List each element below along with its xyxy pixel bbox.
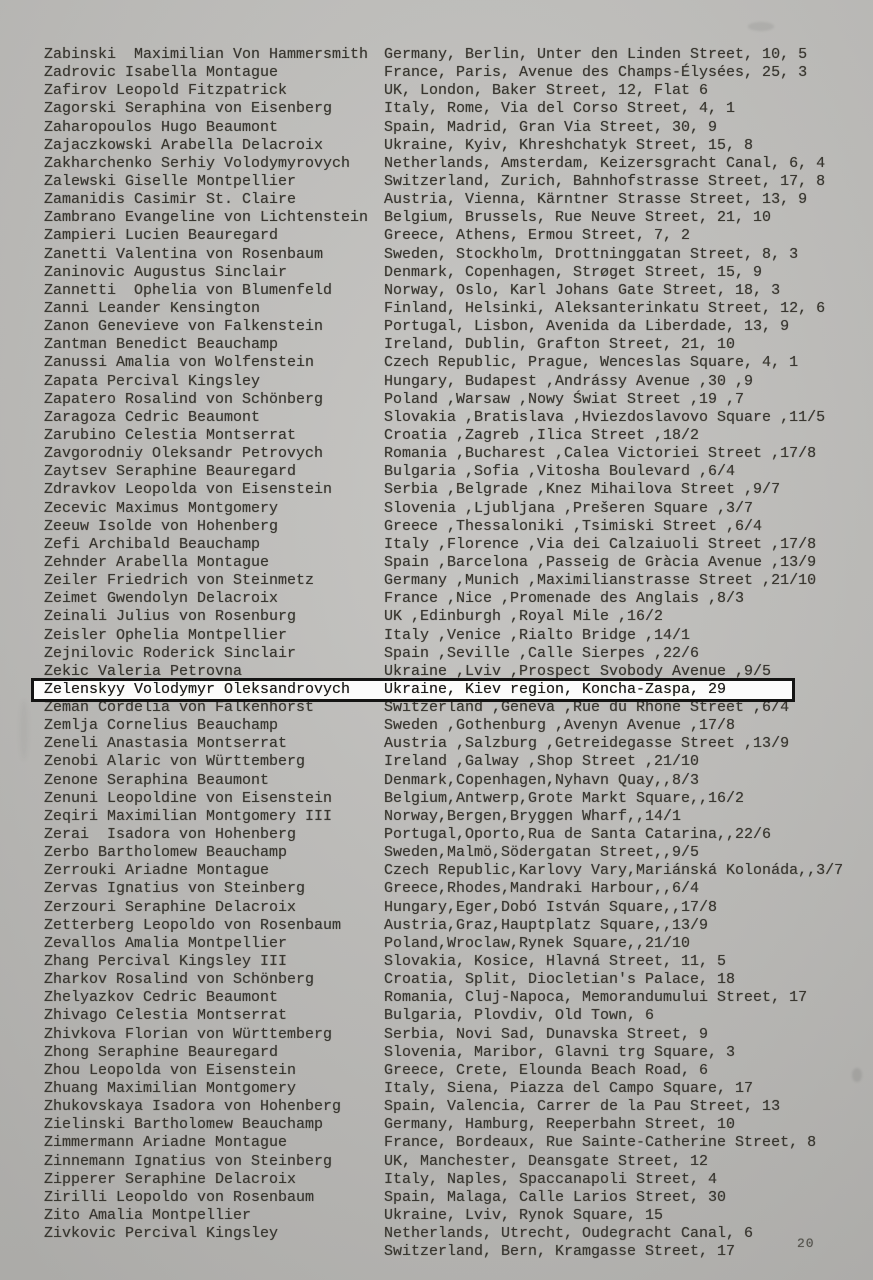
table-row (44, 1243, 843, 1261)
entry-address: Denmark,Copenhagen,Nyhavn Quay,,8/3 (384, 771, 700, 789)
table-row (44, 500, 843, 518)
entry-address: Germany, Berlin, Unter den Linden Street, 10, 5 (384, 46, 808, 63)
entry-name: Zipperer Seraphine Delacroix (44, 1170, 297, 1188)
entry-name: Zecevic Maximus Montgomery (44, 499, 279, 517)
entry-name: Zafirov Leopold Fitzpatrick (44, 82, 288, 100)
entry-name: Zeisler Ophelia Montpellier (44, 626, 288, 644)
entry-name: Zhelyazkov Cedric Beaumont (44, 989, 279, 1007)
entry-address: Serbia, Novi Sad, Dunavska Street, 9 (384, 1025, 709, 1043)
entry-name: Zimmermann Ariadne Montague (44, 1134, 288, 1152)
entry-address: Sweden, Stockholm, Drottninggatan Street, 8, 3 (384, 245, 799, 263)
entry-name: Zanetti Valentina von Rosenbaum (44, 245, 324, 263)
table-row (44, 373, 843, 391)
entry-address: Italy ,Florence ,Via dei Calzaiuoli Street ,17/8 (384, 535, 817, 553)
table-row (44, 246, 843, 264)
entry-name: Zinnemann Ignatius von Steinberg (44, 1152, 333, 1170)
entry-name: Zalewski Giselle Montpellier (44, 172, 297, 190)
entry-address: Italy ,Venice ,Rialto Bridge ,14/1 (384, 626, 691, 644)
table-row (44, 717, 843, 735)
entry-name: Zenobi Alaric von Württemberg (44, 753, 306, 771)
entry-name: Zhukovskaya Isadora von Hohenberg (44, 1098, 342, 1116)
entry-name: Zapatero Rosalind von Schönberg (44, 390, 324, 408)
scan-smudge (852, 1068, 862, 1082)
entry-address: Belgium,Antwerp,Grote Markt Square,,16/2 (384, 789, 745, 807)
table-row (44, 264, 843, 282)
table-row (44, 1007, 843, 1025)
table-row (44, 608, 843, 626)
table-row (44, 808, 843, 826)
table-row (44, 971, 843, 989)
table-row (44, 953, 843, 971)
entry-name: Zetterberg Leopoldo von Rosenbaum (44, 916, 342, 934)
table-row (44, 119, 843, 137)
entry-address: UK, London, Baker Street, 12, Flat 6 (384, 82, 709, 100)
table-row (44, 699, 843, 717)
entry-name: Zadrovic Isabella Montague (44, 64, 279, 82)
entry-address: Bulgaria, Plovdiv, Old Town, 6 (384, 1007, 655, 1025)
table-row (44, 1026, 843, 1044)
entry-name: Zefi Archibald Beauchamp (44, 535, 261, 553)
entry-name: Zielinski Bartholomew Beauchamp (44, 1116, 324, 1134)
table-row (44, 354, 843, 372)
entry-address: Netherlands, Amsterdam, Keizersgracht Canal, 6, 4 (384, 154, 826, 172)
entry-address: Romania, Cluj-Napoca, Memorandumului Street, 17 (384, 989, 808, 1007)
entry-address: Austria,Graz,Hauptplatz Square,,13/9 (384, 916, 709, 934)
entry-address: Austria, Vienna, Kärntner Strasse Street, 13, 9 (384, 191, 808, 209)
entry-address: Hungary,Eger,Dobó István Square,,17/8 (384, 898, 718, 916)
entry-address: Italy, Naples, Spaccanapoli Street, 4 (384, 1170, 718, 1188)
entry-address: Ukraine, Kyiv, Khreshchatyk Street, 15, 8 (384, 136, 754, 154)
entry-name: Zehnder Arabella Montague (44, 553, 270, 571)
entry-name: Zhuang Maximilian Montgomery (44, 1080, 297, 1098)
entry-name: Zerrouki Ariadne Montague (44, 862, 270, 880)
entry-name: Zemlja Cornelius Beauchamp (44, 717, 279, 735)
entry-address: Poland,Wroclaw,Rynek Square,,21/10 (384, 934, 691, 952)
table-row (44, 1189, 843, 1207)
entry-name: Zamanidis Casimir St. Claire (44, 191, 297, 209)
entry-address: Italy, Rome, Via del Corso Street, 4, 1 (384, 100, 736, 118)
table-row (44, 137, 843, 155)
entry-name: Zhong Seraphine Beauregard (44, 1043, 279, 1061)
entry-address: Sweden ,Gothenburg ,Avenyn Avenue ,17/8 (384, 717, 736, 735)
table-row (44, 518, 843, 536)
table-row (44, 209, 843, 227)
entry-name: Zeman Cordelia von Falkenhorst (44, 699, 315, 717)
table-row (44, 391, 843, 409)
table-row (44, 790, 843, 808)
table-row (44, 1134, 843, 1152)
entry-address: Spain ,Barcelona ,Passeig de Gràcia Avenue ,13/9 (384, 553, 817, 571)
entry-name: Zenuni Leopoldine von Eisenstein (44, 789, 333, 807)
table-row (44, 772, 843, 790)
table-row (44, 862, 843, 880)
entry-name: Zeqiri Maximilian Montgomery III (44, 807, 333, 825)
entry-address: Bulgaria ,Sofia ,Vitosha Boulevard ,6/4 (384, 463, 736, 481)
scan-smudge (748, 22, 774, 31)
table-row (44, 735, 843, 753)
entry-address: Serbia ,Belgrade ,Knez Mihailova Street ,9/7 (384, 481, 781, 499)
table-row (44, 463, 843, 481)
entry-name: Zakharchenko Serhiy Volodymyrovych (44, 154, 351, 172)
table-row (44, 1098, 843, 1116)
entry-name: Zaytsev Seraphine Beauregard (44, 463, 297, 481)
entry-name: Zhou Leopolda von Eisenstein (44, 1061, 297, 1079)
table-row (44, 554, 843, 572)
entry-address: Spain ,Seville ,Calle Sierpes ,22/6 (384, 644, 700, 662)
scan-smudge (20, 700, 28, 760)
entry-name: Zanni Leander Kensington (44, 299, 261, 317)
entry-address: Slovakia ,Bratislava ,Hviezdoslavovo Square ,11/5 (384, 408, 826, 426)
entry-address: Poland ,Warsaw ,Nowy Świat Street ,19 ,7 (384, 390, 745, 408)
table-row (44, 645, 843, 663)
entry-name: Zanussi Amalia von Wolfenstein (44, 354, 315, 372)
entry-address: Norway, Oslo, Karl Johans Gate Street, 18, 3 (384, 281, 781, 299)
entry-name: Zagorski Seraphina von Eisenberg (44, 100, 333, 118)
entry-address: Czech Republic, Prague, Wenceslas Square, 4, 1 (384, 354, 799, 372)
table-row (44, 627, 843, 645)
entry-address: Spain, Malaga, Calle Larios Street, 30 (384, 1188, 727, 1206)
entry-address: Portugal, Lisbon, Avenida da Liberdade, 13, 9 (384, 318, 790, 336)
entry-address: Greece, Crete, Elounda Beach Road, 6 (384, 1061, 709, 1079)
entry-address: UK, Manchester, Deansgate Street, 12 (384, 1152, 709, 1170)
table-row (44, 336, 843, 354)
entry-address: Switzerland, Zurich, Bahnhofstrasse Street, 17, 8 (384, 172, 826, 190)
table-row (44, 282, 843, 300)
table-row (44, 100, 843, 118)
entry-name: Zarubino Celestia Montserrat (44, 426, 297, 444)
table-row (44, 427, 843, 445)
table-row (44, 590, 843, 608)
entry-name: Zambrano Evangeline von Lichtenstein (44, 209, 369, 227)
entry-address: Greece,Rhodes,Mandraki Harbour,,6/4 (384, 880, 700, 898)
entry-address: Switzerland, Bern, Kramgasse Street, 17 (384, 1243, 736, 1261)
entry-name: Zaninovic Augustus Sinclair (44, 263, 288, 281)
entry-address: Croatia ,Zagreb ,Ilica Street ,18/2 (384, 426, 700, 444)
table-row (44, 1080, 843, 1098)
entry-name: Zeeuw Isolde von Hohenberg (44, 517, 279, 535)
entry-address: Slovenia ,Ljubljana ,Prešeren Square ,3/7 (384, 499, 754, 517)
table-row (44, 1171, 843, 1189)
table-row (44, 1116, 843, 1134)
entry-name: Zirilli Leopoldo von Rosenbaum (44, 1188, 315, 1206)
entry-address: Greece ,Thessaloniki ,Tsimiski Street ,6/4 (384, 517, 763, 535)
entry-address: Switzerland ,Geneva ,Rue du Rhône Street ,6/4 (384, 699, 790, 717)
table-row (44, 227, 843, 245)
entry-address: Ireland ,Galway ,Shop Street ,21/10 (384, 753, 700, 771)
page-number: 20 (797, 1236, 815, 1251)
entry-name (44, 1243, 384, 1261)
entry-name: Zavgorodniy Oleksandr Petrovych (44, 445, 324, 463)
entry-name: Zannetti Ophelia von Blumenfeld (44, 281, 333, 299)
entry-name: Zervas Ignatius von Steinberg (44, 880, 306, 898)
entry-name: Zeneli Anastasia Montserrat (44, 735, 288, 753)
table-row (44, 663, 843, 681)
table-row (44, 46, 843, 64)
entry-address: UK ,Edinburgh ,Royal Mile ,16/2 (384, 608, 664, 626)
entry-name: Zanon Genevieve von Falkenstein (44, 318, 324, 336)
entry-name: Zevallos Amalia Montpellier (44, 934, 288, 952)
table-row (44, 899, 843, 917)
table-row (44, 173, 843, 191)
table-row (44, 989, 843, 1007)
entry-address: Sweden,Malmö,Södergatan Street,,9/5 (384, 844, 700, 862)
entry-name: Zaharopoulos Hugo Beaumont (44, 118, 279, 136)
entry-name: Zajaczkowski Arabella Delacroix (44, 136, 324, 154)
entry-name: Zantman Benedict Beauchamp (44, 336, 279, 354)
table-row (44, 880, 843, 898)
entry-name: Zejnilovic Roderick Sinclair (44, 644, 297, 662)
entry-name: Zhivkova Florian von Württemberg (44, 1025, 333, 1043)
entry-address: Ireland, Dublin, Grafton Street, 21, 10 (384, 336, 736, 354)
table-row (44, 1207, 843, 1225)
directory-list (44, 46, 843, 1261)
entry-name: Zeiler Friedrich von Steinmetz (44, 572, 315, 590)
entry-name: Zeinali Julius von Rosenburg (44, 608, 297, 626)
entry-address: Ukraine, Kiev region, Koncha-Zaspa, 29 (384, 680, 727, 698)
entry-address: Ukraine, Lviv, Rynok Square, 15 (384, 1207, 664, 1224)
entry-address: Belgium, Brussels, Rue Neuve Street, 21, 10 (384, 209, 772, 227)
table-row (44, 753, 843, 771)
entry-address: Germany, Hamburg, Reeperbahn Street, 10 (384, 1116, 736, 1134)
entry-address: France ,Nice ,Promenade des Anglais ,8/3 (384, 590, 745, 608)
entry-address: Slovenia, Maribor, Glavni trg Square, 3 (384, 1043, 736, 1061)
entry-address: Spain, Valencia, Carrer de la Pau Street, 13 (384, 1098, 781, 1116)
entry-address: Hungary, Budapest ,Andrássy Avenue ,30 ,9 (384, 372, 754, 390)
table-row (44, 445, 843, 463)
table-row (44, 409, 843, 427)
entry-address: Germany ,Munich ,Maximilianstrasse Street ,21/10 (384, 572, 817, 590)
table-row (44, 1062, 843, 1080)
entry-address: Denmark, Copenhagen, Strøget Street, 15, 9 (384, 263, 763, 281)
entry-name: Zharkov Rosalind von Schönberg (44, 971, 315, 989)
table-row (44, 1153, 843, 1171)
entry-name: Zerai Isadora von Hohenberg (44, 826, 297, 844)
table-row (44, 318, 843, 336)
entry-name: Zelenskyy Volodymyr Oleksandrovych (44, 680, 351, 698)
table-row (44, 536, 843, 554)
entry-name: Zekic Valeria Petrovna (44, 662, 243, 680)
table-row (44, 844, 843, 862)
table-row (44, 935, 843, 953)
entry-name: Zdravkov Leopolda von Eisenstein (44, 481, 333, 499)
table-row (44, 191, 843, 209)
entry-name: Zabinski Maximilian Von Hammersmith (44, 46, 369, 63)
table-row (44, 572, 843, 590)
table-row (44, 917, 843, 935)
table-row (44, 826, 843, 844)
entry-name: Zhivago Celestia Montserrat (44, 1007, 288, 1025)
entry-address: Slovakia, Kosice, Hlavná Street, 11, 5 (384, 953, 727, 971)
entry-address: Portugal,Oporto,Rua de Santa Catarina,,22/6 (384, 826, 772, 844)
table-row (44, 155, 843, 173)
entry-name: Zaragoza Cedric Beaumont (44, 408, 261, 426)
table-row (44, 1044, 843, 1062)
entry-name: Zivkovic Percival Kingsley (44, 1225, 279, 1243)
entry-address: France, Paris, Avenue des Champs-Élysées, 25, 3 (384, 64, 808, 82)
entry-address: Italy, Siena, Piazza del Campo Square, 17 (384, 1080, 754, 1098)
table-row (44, 300, 843, 318)
entry-address: Norway,Bergen,Bryggen Wharf,,14/1 (384, 807, 682, 825)
entry-address: Romania ,Bucharest ,Calea Victoriei Street ,17/8 (384, 445, 817, 463)
entry-name: Zito Amalia Montpellier (44, 1207, 252, 1224)
entry-address: Finland, Helsinki, Aleksanterinkatu Street, 12, 6 (384, 299, 826, 317)
entry-address: Greece, Athens, Ermou Street, 7, 2 (384, 227, 691, 245)
entry-name: Zeimet Gwendolyn Delacroix (44, 590, 279, 608)
table-row (44, 82, 843, 100)
entry-address: Austria ,Salzburg ,Getreidegasse Street ,13/9 (384, 735, 790, 753)
table-row (44, 1225, 843, 1243)
entry-address: Czech Republic,Karlovy Vary,Mariánská Kolonáda,,3/7 (384, 862, 844, 880)
table-row (44, 64, 843, 82)
entry-address: Ukraine ,Lviv ,Prospect Svobody Avenue ,9/5 (384, 662, 772, 680)
entry-name: Zampieri Lucien Beauregard (44, 227, 279, 245)
entry-name: Zapata Percival Kingsley (44, 372, 261, 390)
entry-name: Zerzouri Seraphine Delacroix (44, 898, 297, 916)
entry-address: France, Bordeaux, Rue Sainte-Catherine Street, 8 (384, 1134, 817, 1152)
entry-address: Spain, Madrid, Gran Via Street, 30, 9 (384, 118, 718, 136)
entry-name: Zerbo Bartholomew Beauchamp (44, 844, 288, 862)
entry-address: Croatia, Split, Diocletian's Palace, 18 (384, 971, 736, 989)
entry-address: Netherlands, Utrecht, Oudegracht Canal, 6 (384, 1225, 754, 1243)
table-row-highlighted (34, 681, 792, 699)
table-row (44, 481, 843, 499)
entry-name: Zhang Percival Kingsley III (44, 953, 288, 971)
entry-name: Zenone Seraphina Beaumont (44, 771, 270, 789)
